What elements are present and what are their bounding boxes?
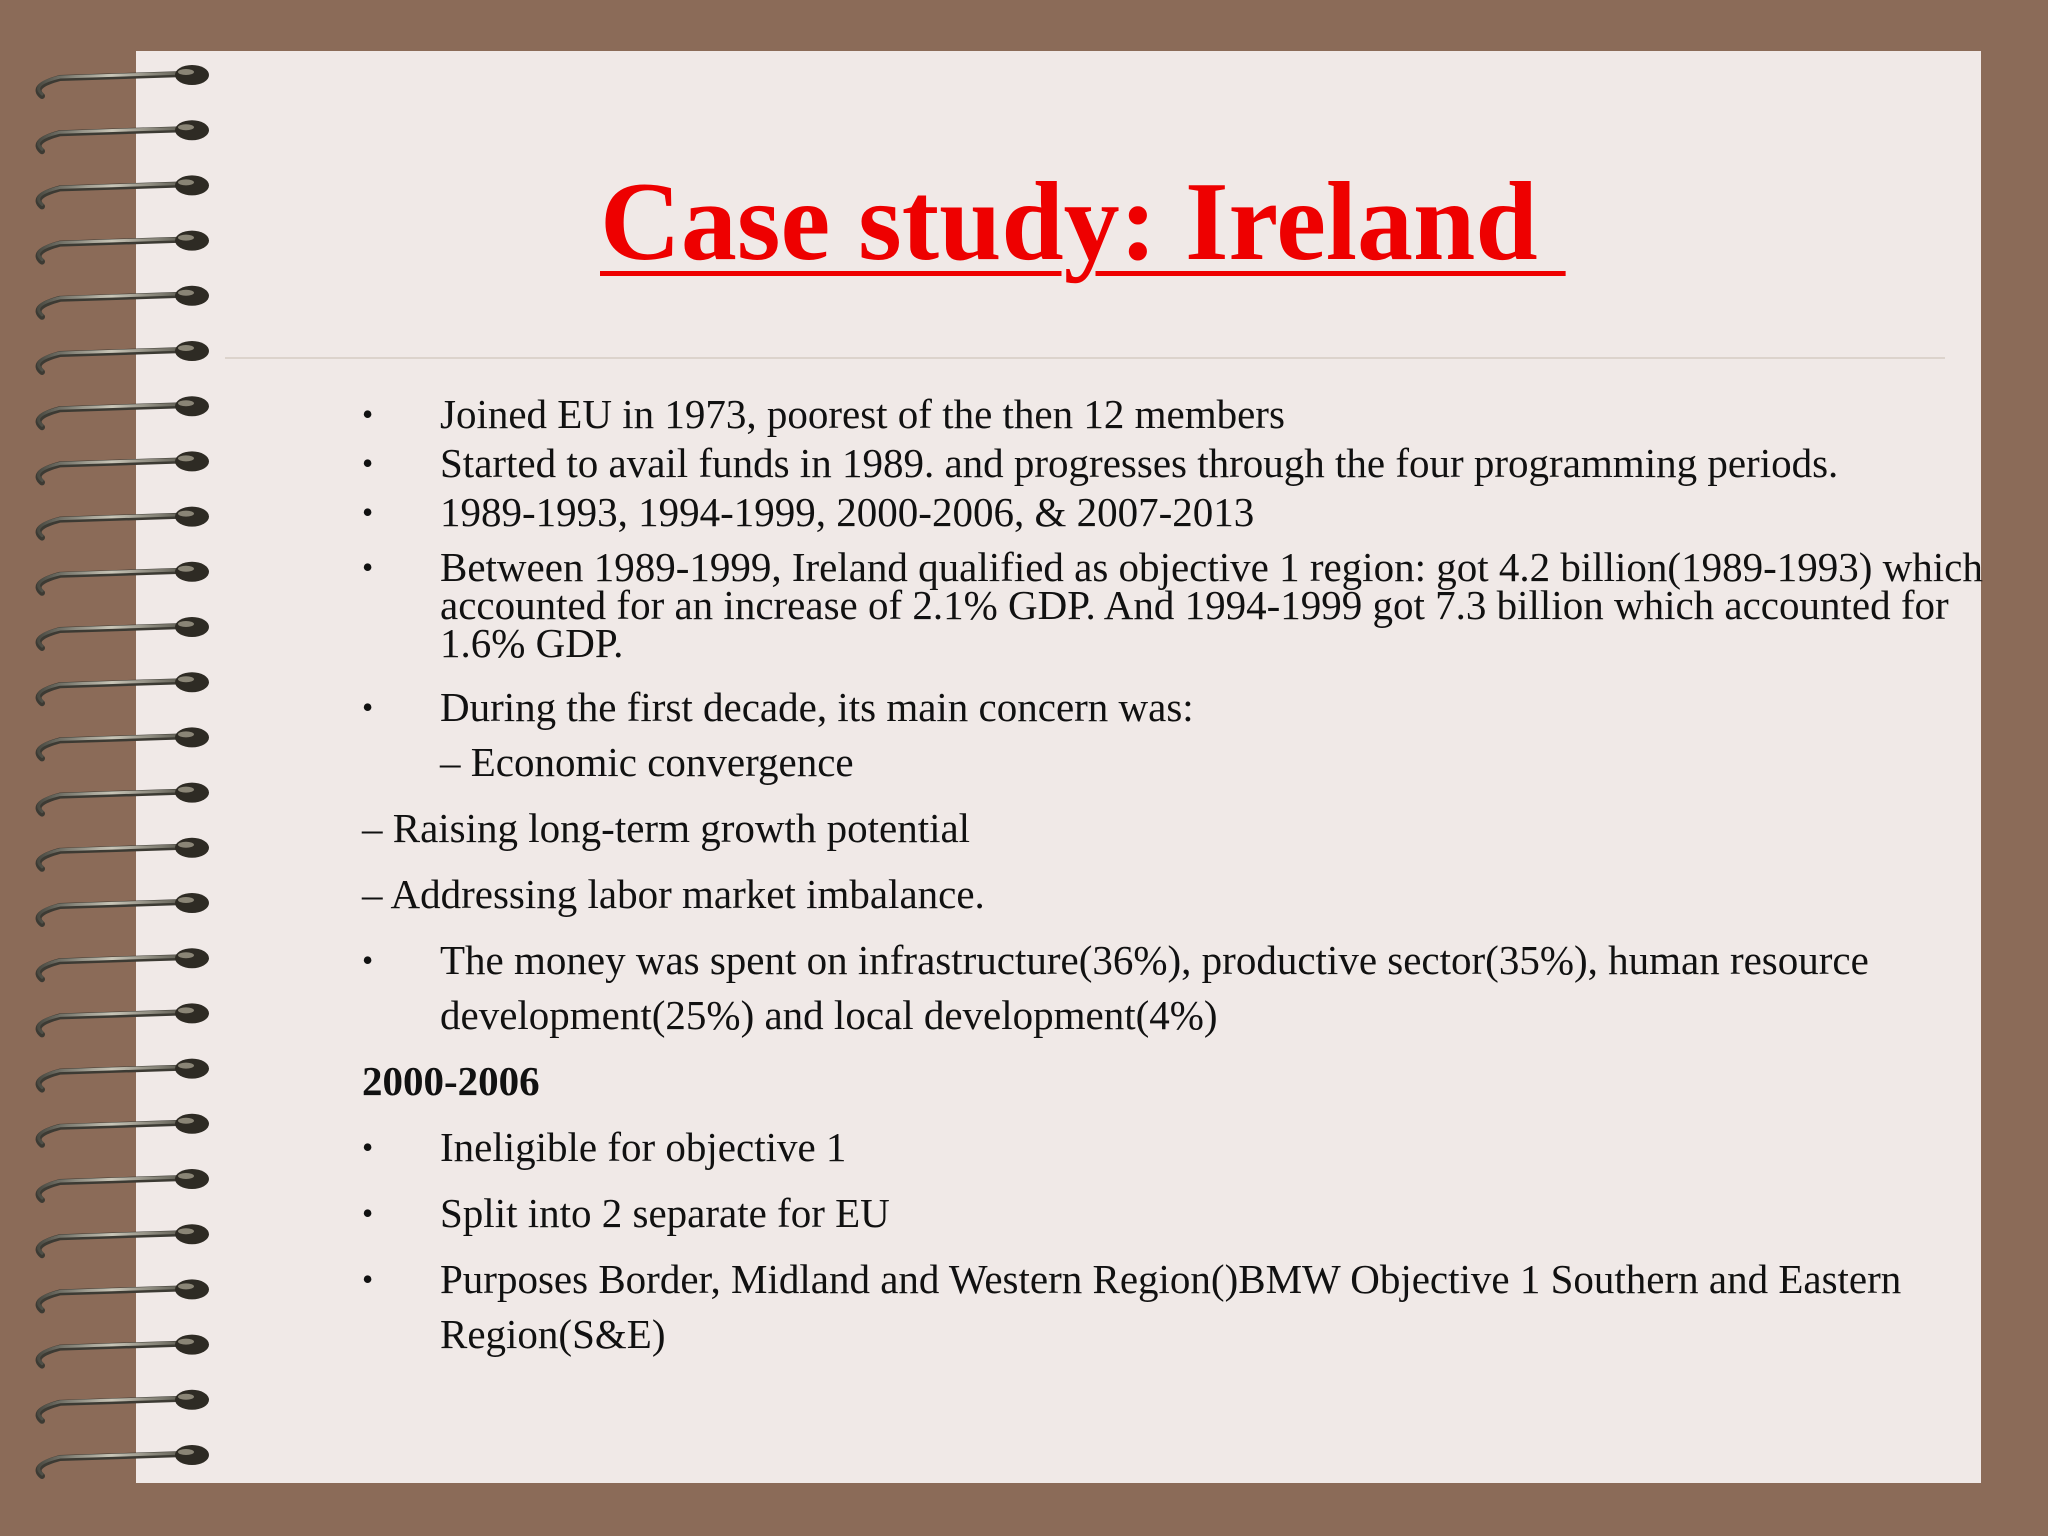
title-divider xyxy=(225,357,1945,359)
bullet-item xyxy=(362,1120,2022,1175)
spiral-ring xyxy=(39,231,209,262)
bullet-dot: • xyxy=(362,1261,374,1297)
spiral-ring xyxy=(39,1335,209,1366)
bullet-text: Ineligible for objective 1 xyxy=(440,1124,847,1170)
bullet-text: The money was spent on infrastructure(36%), productive sector(35%), human resource development(25%) and local development(4%) xyxy=(440,937,1869,1038)
spiral-ring xyxy=(39,838,209,869)
bullet-text: Between 1989-1999, Ireland qualified as objective 1 region: got 4.2 billion(1989-1993) which accounted for an increase of 2.1% GDP. And 1994-1999 got 7.3 billion which accounted for 1.6% GDP. xyxy=(440,544,1983,666)
bullet-item xyxy=(362,1252,2022,1362)
section-heading: 2000-2006 xyxy=(362,1058,540,1104)
bullet-text: Started to avail funds in 1989. and progresses through the four programming periods. xyxy=(440,440,1839,486)
bullet-dot: • xyxy=(362,942,374,978)
spiral-ring xyxy=(39,507,209,538)
bullet-dot: • xyxy=(362,396,374,432)
spiral-ring xyxy=(39,1114,209,1145)
sub-item: – Economic convergence xyxy=(440,739,854,785)
dash-item: – Addressing labor market imbalance. xyxy=(362,871,985,917)
spiral-ring xyxy=(39,617,209,648)
spiral-ring xyxy=(39,65,209,96)
bullet-dot: • xyxy=(362,1195,374,1231)
bullet-text: During the first decade, its main concern was: xyxy=(440,684,1194,730)
spiral-ring xyxy=(39,451,209,482)
spiral-ring xyxy=(39,341,209,372)
spiral-ring xyxy=(39,286,209,317)
bullet-dot: • xyxy=(362,1129,374,1165)
bullet-dot: • xyxy=(362,689,374,725)
slide-content xyxy=(362,390,2022,1362)
spiral-ring xyxy=(39,1003,209,1034)
spiral-ring xyxy=(39,1279,209,1310)
bullet-item xyxy=(362,439,2022,488)
slide-title: Case study: Ireland xyxy=(600,160,1566,284)
bullet-text: 1989-1993, 1994-1999, 2000-2006, & 2007-2013 xyxy=(440,489,1255,535)
bullet-text: Split into 2 separate for EU xyxy=(440,1190,890,1236)
spiral-binding xyxy=(0,0,240,1536)
spiral-ring xyxy=(39,1445,209,1476)
bullet-item xyxy=(362,544,2022,666)
spiral-ring xyxy=(39,672,209,703)
spiral-ring xyxy=(39,783,209,814)
spiral-ring xyxy=(39,948,209,979)
spiral-ring xyxy=(39,893,209,924)
spiral-ring xyxy=(39,175,209,206)
bullet-dot: • xyxy=(362,445,374,481)
spiral-ring xyxy=(39,1224,209,1255)
bullet-item xyxy=(362,488,2022,537)
bullet-item xyxy=(362,680,2022,735)
bullet-dot: • xyxy=(362,549,374,585)
dash-item: – Raising long-term growth potential xyxy=(362,805,971,851)
bullet-text: Joined EU in 1973, poorest of the then 12 members xyxy=(440,391,1285,437)
spiral-ring xyxy=(39,1390,209,1421)
spiral-ring xyxy=(39,1059,209,1090)
bullet-item xyxy=(362,1186,2022,1241)
spiral-ring xyxy=(39,727,209,758)
bullet-dot: • xyxy=(362,494,374,530)
spiral-ring xyxy=(39,396,209,427)
spiral-ring xyxy=(39,120,209,151)
bullet-item xyxy=(362,390,2022,439)
bullet-item xyxy=(362,933,2022,1043)
spiral-ring xyxy=(39,562,209,593)
bullet-text: Purposes Border, Midland and Western Region()BMW Objective 1 Southern and Eastern Region(S&E) xyxy=(440,1256,1902,1357)
spiral-ring xyxy=(39,1169,209,1200)
